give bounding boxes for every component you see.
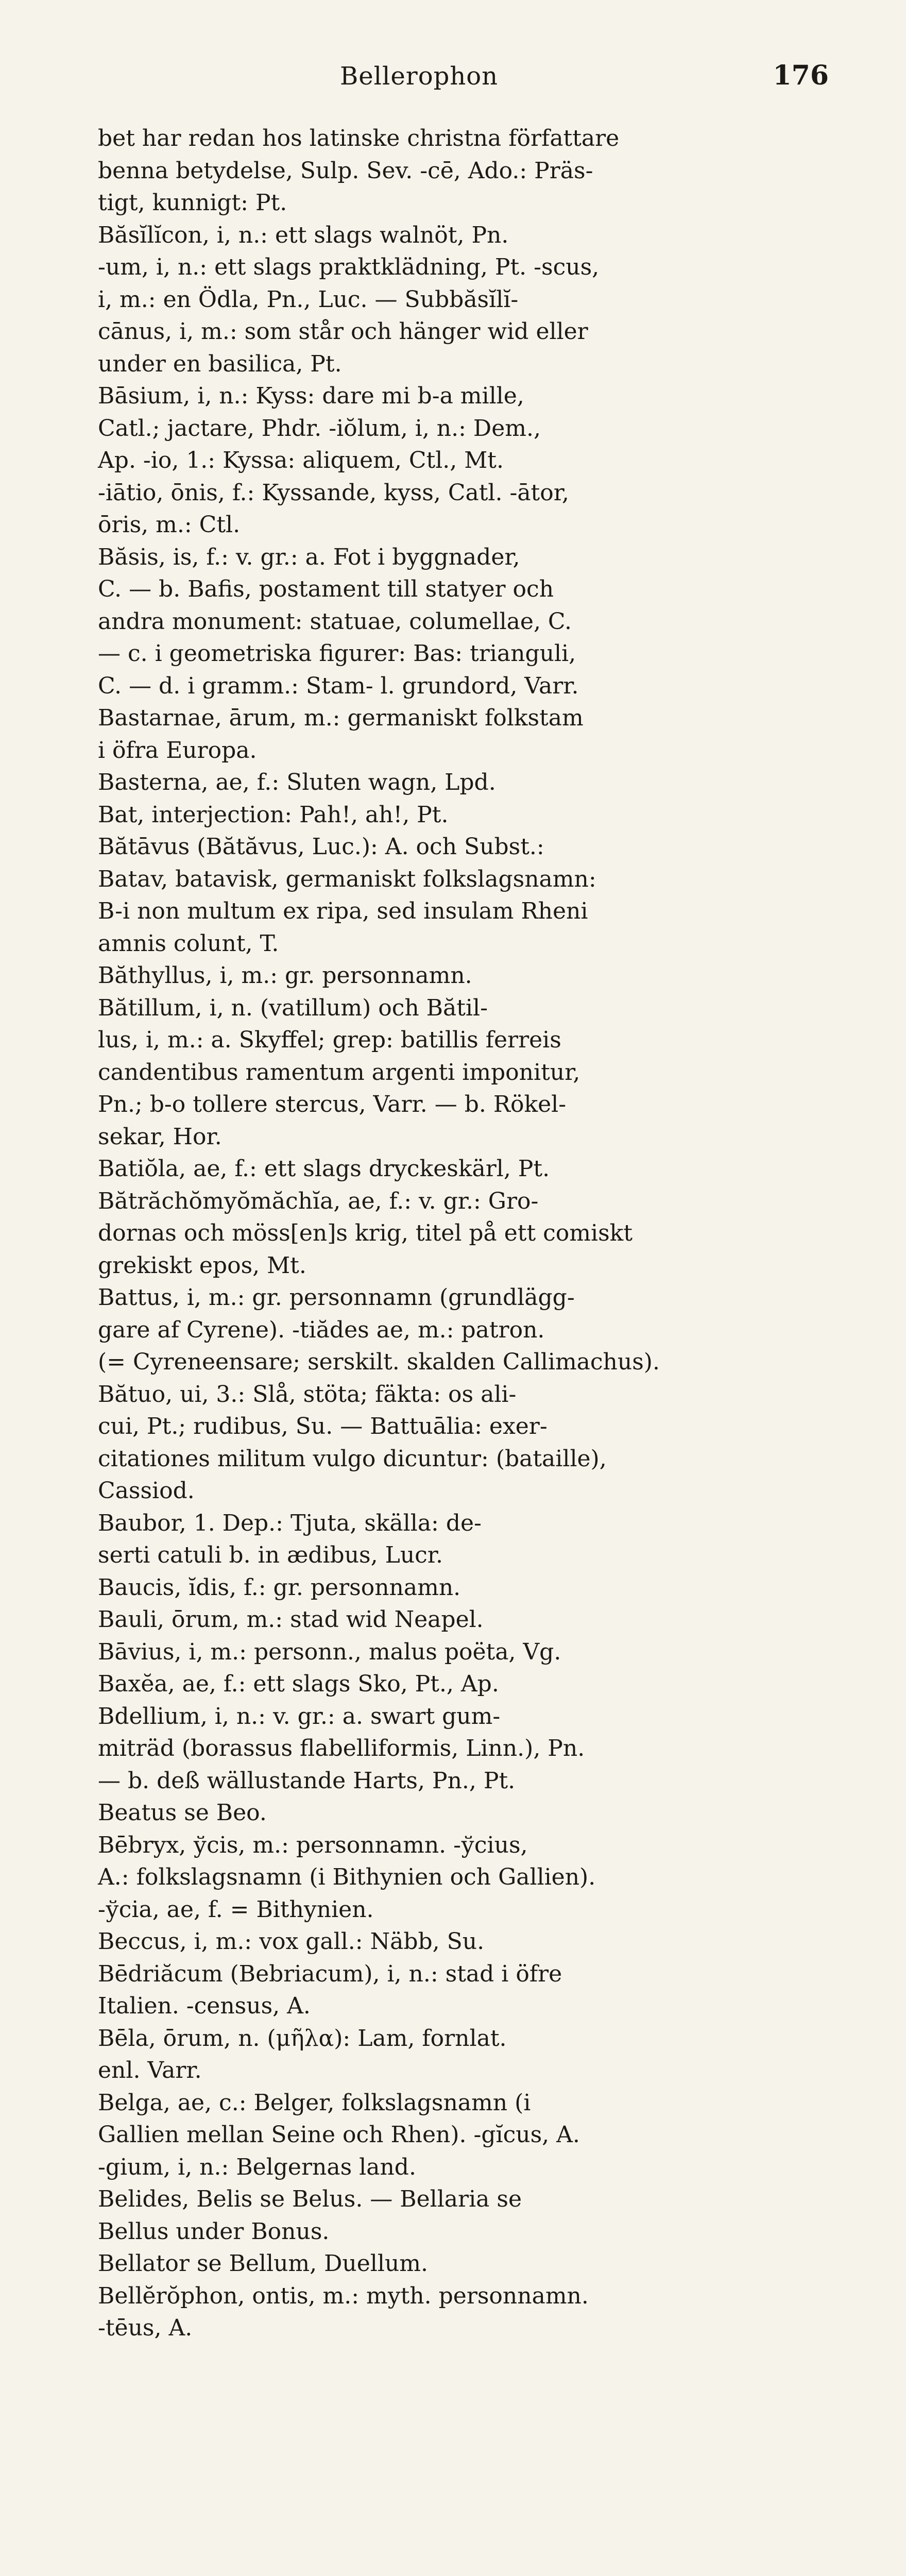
- entry-line: Bellĕrŏphon, ontis, m.: myth. personnamn.: [98, 2282, 589, 2309]
- entry-line: andra monument: statuae, columellae, C.: [98, 608, 572, 635]
- dictionary-entry: [98, 767, 829, 799]
- entry-line: tigt, kunnigt: Pt.: [98, 190, 287, 216]
- dictionary-entry: [98, 2183, 829, 2248]
- entry-line: C. — b. Bafis, postament till statyer och: [98, 576, 554, 602]
- entry-line: -ўcia, ae, f. = Bithynien.: [98, 1896, 374, 1923]
- entry-line: Ap. -io, 1.: Kyssa: aliquem, Ctl., Mt.: [98, 447, 504, 473]
- entry-line: cui, Pt.; rudibus, Su. — Battuālia: exer-: [98, 1413, 548, 1439]
- entry-line: B-i non multum ex ripa, sed insulam Rheni: [98, 898, 588, 924]
- entry-line: Cassiod.: [98, 1478, 195, 1504]
- entry-line: miträd (borassus flabelliformis, Linn.), Pn.: [98, 1735, 585, 1761]
- entry-line: Bāsium, i, n.: Kyss: dare mi b-a mille,: [98, 383, 524, 409]
- entry-line: C. — d. i gramm.: Stam- l. grundord, Varr.: [98, 672, 579, 699]
- entry-line: Bătrăchŏmyŏmăchĭa, ae, f.: v. gr.: Gro-: [98, 1188, 539, 1214]
- dictionary-entry: [98, 1701, 829, 1798]
- dictionary-entry: [98, 1507, 829, 1572]
- entry-line: Bauli, ōrum, m.: stad wid Neapel.: [98, 1606, 484, 1633]
- dictionary-entry: [98, 2248, 829, 2280]
- dictionary-entry: [98, 799, 829, 832]
- dictionary-entry: [98, 541, 829, 703]
- entry-line: serti catuli b. in ædibus, Lucr.: [98, 1542, 443, 1568]
- entry-line: enl. Varr.: [98, 2057, 202, 2083]
- dictionary-entry: [98, 1604, 829, 1636]
- entry-line: ōris, m.: Ctl.: [98, 512, 241, 538]
- entry-line: Bēbryx, ўcis, m.: personnamn. -ўcius,: [98, 1832, 528, 1858]
- entry-line: Beatus se Beo.: [98, 1800, 267, 1826]
- entry-line: Belga, ae, c.: Belger, folkslagsnamn (i: [98, 2089, 531, 2116]
- entry-line: (= Cyreneensare; serskilt. skalden Callimachus).: [98, 1349, 660, 1375]
- entry-line: Gallien mellan Seine och Rhen). -gĭcus, A.: [98, 2122, 580, 2148]
- dictionary-entry: [98, 2087, 829, 2184]
- entry-line: under en basilica, Pt.: [98, 350, 342, 377]
- dictionary-entry: [98, 1926, 829, 1958]
- entry-line: Bătillum, i, n. (vatillum) och Bătil-: [98, 994, 488, 1021]
- entry-line: Belides, Belis se Belus. — Bellaria se: [98, 2186, 522, 2212]
- entry-line: -um, i, n.: ett slags praktklädning, Pt. -scus,: [98, 254, 600, 280]
- entry-line: Bătāvus (Bătăvus, Luc.): A. och Subst.:: [98, 834, 544, 860]
- entry-line: gare af Cyrene). -tiădes ae, m.: patron.: [98, 1316, 545, 1343]
- dictionary-entry: [98, 1282, 829, 1379]
- page-header: [98, 60, 829, 109]
- entry-line: Catl.; jactare, Phdr. -iŏlum, i, n.: Dem.,: [98, 415, 541, 442]
- dictionary-entry: [98, 2280, 829, 2345]
- entry-line: candentibus ramentum argenti imponitur,: [98, 1059, 580, 1086]
- dictionary-entry: [98, 380, 829, 541]
- entry-line: Bellator se Bellum, Duellum.: [98, 2250, 428, 2277]
- entry-line: Batiŏla, ae, f.: ett slags dryckeskärl, Pt.: [98, 1156, 550, 1182]
- entry-line: Băthyllus, i, m.: gr. personnamn.: [98, 962, 472, 989]
- entry-line: amnis colunt, T.: [98, 930, 279, 957]
- entry-line: i öfra Europa.: [98, 737, 257, 764]
- entry-list: [98, 123, 829, 2345]
- entry-line: Baxĕa, ae, f.: ett slags Sko, Pt., Ap.: [98, 1671, 499, 1697]
- entry-line: cānus, i, m.: som står och hänger wid eller: [98, 318, 588, 345]
- entry-line: Bastarnae, ārum, m.: germaniskt folkstam: [98, 705, 584, 731]
- dictionary-entry: [98, 1153, 829, 1185]
- entry-line: bet har redan hos latinske christna författare: [98, 125, 620, 151]
- entry-line: Italien. -census, A.: [98, 1993, 311, 2019]
- dictionary-entry: [98, 1572, 829, 1604]
- entry-line: Battus, i, m.: gr. personnamn (grundlägg-: [98, 1284, 575, 1311]
- entry-line: Batav, batavisk, germaniskt folkslagsnamn:: [98, 866, 596, 892]
- entry-line: -tēus, A.: [98, 2315, 193, 2341]
- entry-line: citationes militum vulgo dicuntur: (bataille),: [98, 1445, 607, 1472]
- dictionary-entry: [98, 1958, 829, 2023]
- entry-line: -iātio, ōnis, f.: Kyssande, kyss, Catl. -ātor,: [98, 479, 569, 506]
- entry-line: Bāvius, i, m.: personn., malus poëta, Vg.: [98, 1638, 561, 1665]
- dictionary-entry: [98, 219, 829, 381]
- dictionary-entry: [98, 1797, 829, 1829]
- entry-line: -gium, i, n.: Belgernas land.: [98, 2154, 416, 2180]
- entry-line: — b. deß wällustande Harts, Pn., Pt.: [98, 1767, 516, 1794]
- dictionary-entry: [98, 992, 829, 1154]
- dictionary-entry: [98, 960, 829, 992]
- page-number: 176: [773, 60, 829, 91]
- entry-line: Bătuo, ui, 3.: Slå, stöta; fäkta: os ali-: [98, 1381, 517, 1408]
- entry-line: Baubor, 1. Dep.: Tjuta, skälla: de-: [98, 1510, 482, 1536]
- entry-line: Baucis, ĭdis, f.: gr. personnamn.: [98, 1574, 461, 1601]
- running-head: Bellerophon: [340, 62, 499, 91]
- entry-line: Bdellium, i, n.: v. gr.: a. swart gum-: [98, 1703, 501, 1730]
- dictionary-entry: [98, 831, 829, 960]
- entry-line: A.: folkslagsnamn (i Bithynien och Gallien).: [98, 1864, 596, 1890]
- dictionary-entry: [98, 1668, 829, 1701]
- entry-line: Bat, interjection: Pah!, ah!, Pt.: [98, 801, 449, 828]
- entry-line: lus, i, m.: a. Skyffel; grep: batillis ferreis: [98, 1027, 561, 1053]
- dictionary-entry: [98, 1379, 829, 1507]
- entry-line: Băsĭlĭcon, i, n.: ett slags walnöt, Pn.: [98, 222, 509, 248]
- entry-line: — c. i geometriska figurer: Bas: trianguli,: [98, 640, 576, 667]
- entry-line: i, m.: en Ödla, Pn., Luc. — Subbăsĭlĭ-: [98, 286, 519, 313]
- entry-line: Beccus, i, m.: vox gall.: Näbb, Su.: [98, 1928, 485, 1955]
- entry-line: Pn.; b-o tollere stercus, Varr. — b. Rökel-: [98, 1091, 567, 1117]
- entry-line: Basterna, ae, f.: Sluten wagn, Lpd.: [98, 769, 496, 795]
- entry-line: sekar, Hor.: [98, 1123, 222, 1150]
- entry-line: Bēla, ōrum, n. (μῆλα): Lam, fornlat.: [98, 2025, 507, 2052]
- entry-line: Bellus under Bonus.: [98, 2218, 330, 2245]
- entry-line: Băsis, is, f.: v. gr.: a. Fot i byggnader,: [98, 544, 520, 570]
- dictionary-entry: [98, 1636, 829, 1669]
- dictionary-entry: [98, 1185, 829, 1282]
- dictionary-entry: [98, 702, 829, 767]
- entry-line: Bēdriăcum (Bebriacum), i, n.: stad i öfre: [98, 1960, 562, 1987]
- dictionary-entry: [98, 1829, 829, 1926]
- entry-line: grekiskt epos, Mt.: [98, 1252, 306, 1279]
- entry-line: dornas och möss[en]s krig, titel på ett comiskt: [98, 1220, 633, 1246]
- dictionary-entry: [98, 123, 829, 219]
- dictionary-entry: [98, 2023, 829, 2087]
- entry-line: benna betydelse, Sulp. Sev. -cē, Ado.: Präs-: [98, 157, 593, 184]
